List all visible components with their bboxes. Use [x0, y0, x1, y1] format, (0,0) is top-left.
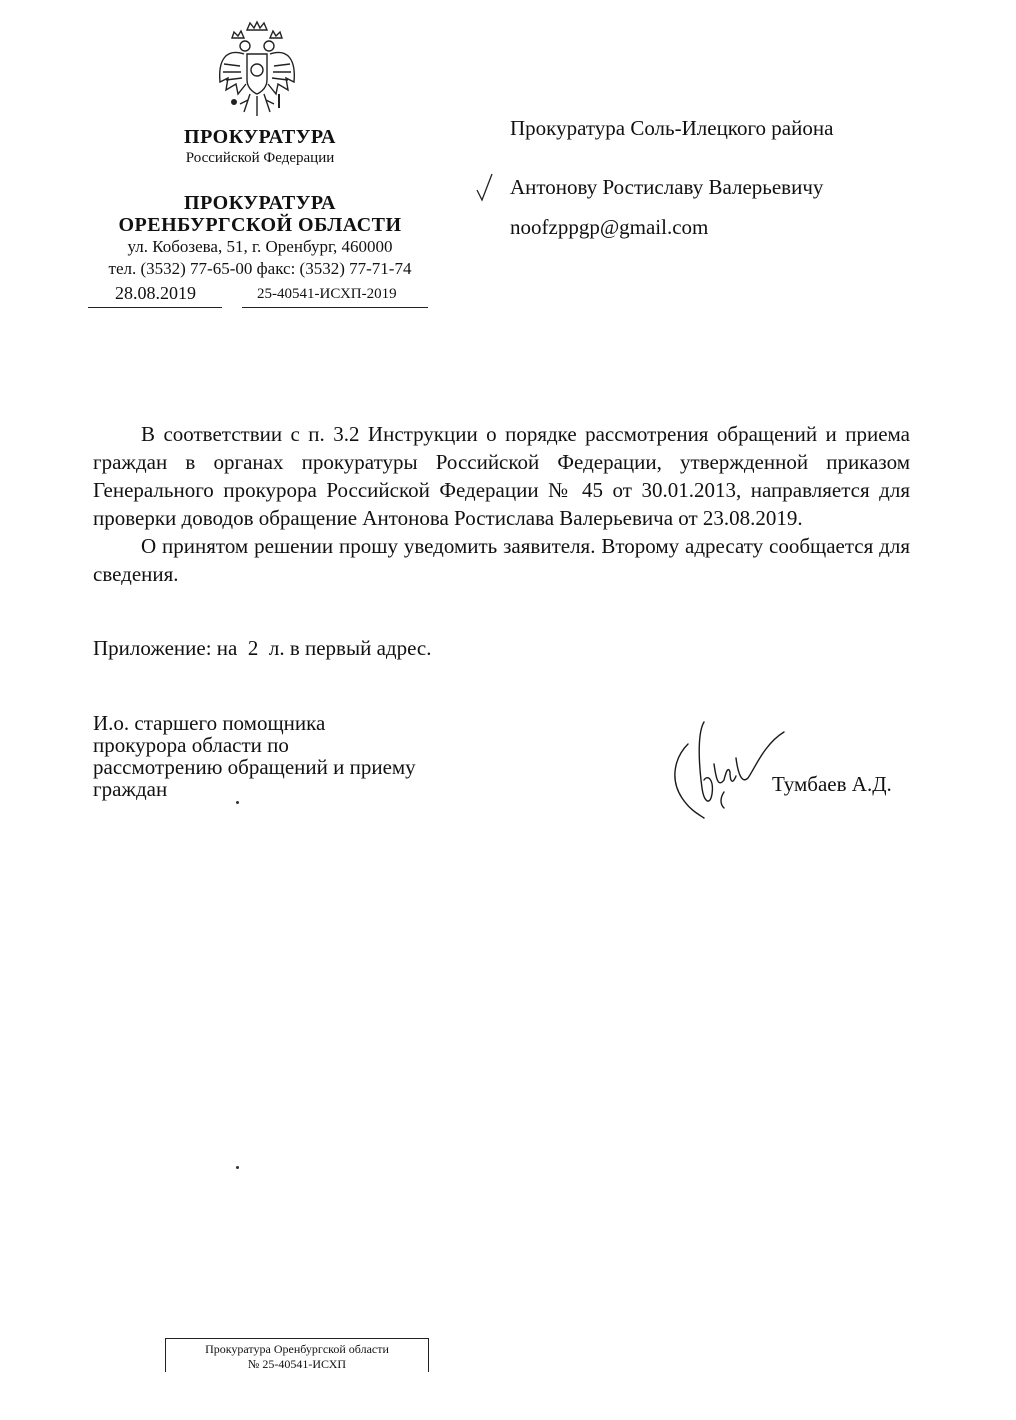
checkmark-icon [476, 172, 494, 202]
position-line: рассмотрению обращений и приему [93, 755, 416, 779]
stamp-line: Прокуратура Оренбургской области [205, 1342, 389, 1356]
stamp-line: № 25-40541-ИСХП [247, 1357, 347, 1371]
registration-stamp [165, 1338, 429, 1372]
org-address: ул. Кобозева, 51, г. Оренбург, 460000 [127, 237, 393, 256]
body-paragraph: О принятом решении прошу уведомить заявителя. Второму адресату сообщается для сведения. [93, 534, 910, 586]
regional-org-title: ПРОКУРАТУРА [184, 192, 336, 214]
addressee-email: noofzppgp@gmail.com [510, 215, 709, 239]
scan-speck [236, 801, 239, 804]
scan-speck [236, 1166, 239, 1169]
position-line: граждан [93, 777, 168, 801]
org-phones: тел. (3532) 77-65-00 факс: (3532) 77-71-74 [108, 259, 412, 278]
document-date: 28.08.2019 [115, 283, 196, 303]
document-number: 25-40541-ИСХП-2019 [257, 286, 397, 302]
position-line: И.о. старшего помощника [93, 711, 326, 735]
attachment-note: Приложение: на 2 л. в первый адрес. [93, 636, 432, 660]
addressee-person: Антонову Ростиславу Валерьевичу [510, 175, 824, 199]
addressee-prosecutor: Прокуратура Соль-Илецкого района [510, 116, 834, 140]
position-line: прокурора области по [93, 733, 289, 757]
org-subtitle: Российской Федерации [185, 150, 335, 166]
signer-position [93, 712, 513, 800]
signer-name: Тумбаев А.Д. [772, 772, 892, 796]
org-title: ПРОКУРАТУРА [184, 126, 336, 148]
regional-org-name: ОРЕНБУРГСКОЙ ОБЛАСТИ [118, 214, 402, 236]
date-underline [88, 307, 222, 308]
russian-coat-of-arms-icon [214, 20, 300, 120]
handwritten-signature [664, 718, 794, 822]
letter-body [93, 420, 910, 588]
number-underline [242, 307, 428, 308]
body-paragraph: В соответствии с п. 3.2 Инструкции о порядке рассмотрения обращений и приема граждан в органах прокуратуры Российской Федерации, утвержденной приказом Генерального прокурора Российской Федерации № 45 от 30.01.2013, направляется для проверки доводов обращение Антонова Ростислава Валерьевича от 23.08.2019. [93, 422, 910, 530]
